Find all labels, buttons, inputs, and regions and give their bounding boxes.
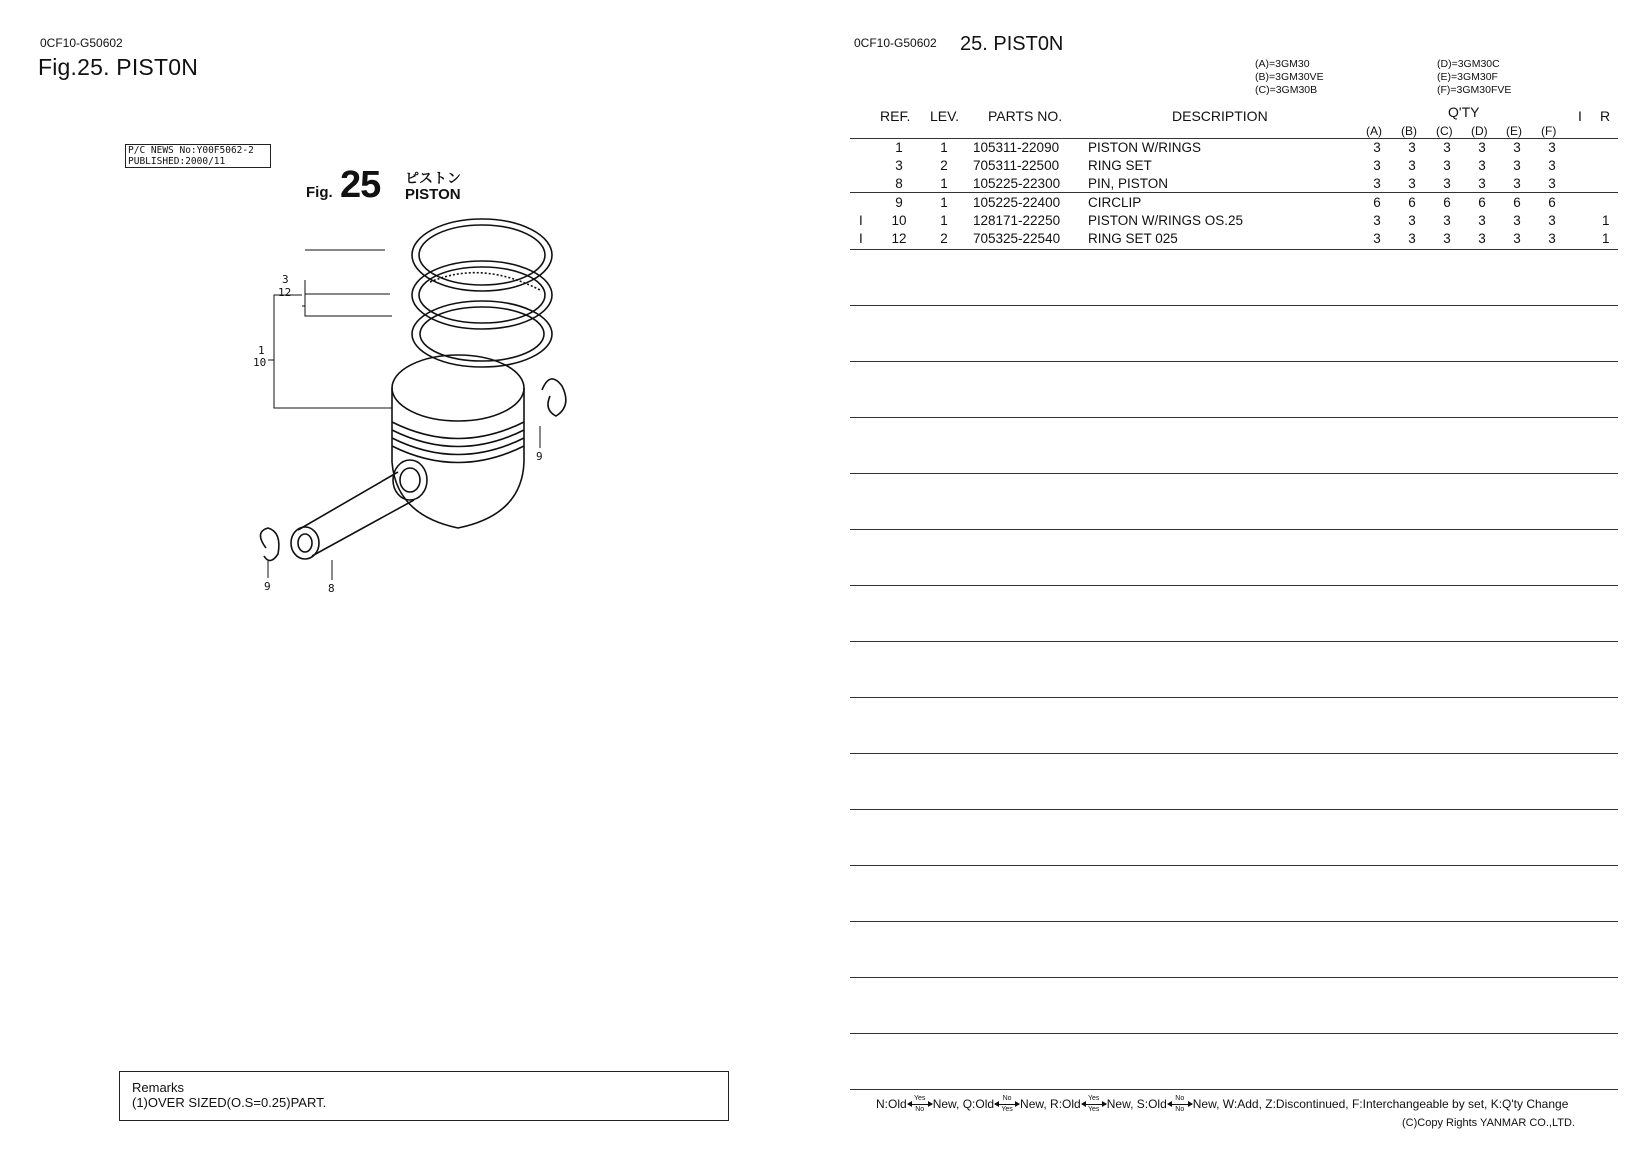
arrow-bottom-label: Yes bbox=[1088, 1105, 1100, 1113]
row-rule bbox=[850, 361, 1618, 362]
cell-qty-a: 3 bbox=[1373, 231, 1381, 246]
cell-qty-f: 3 bbox=[1548, 231, 1556, 246]
cell-description: CIRCLIP bbox=[1088, 195, 1142, 210]
arrow-top-label: Yes bbox=[1088, 1094, 1100, 1102]
yes-no-arrow-icon bbox=[908, 1094, 932, 1113]
header-qty-f: (F) bbox=[1541, 124, 1557, 138]
cell-parts-no: 705325-22540 bbox=[973, 231, 1061, 246]
row-rule bbox=[850, 697, 1618, 698]
fig-title-en: PISTON bbox=[405, 186, 461, 203]
arrow-bottom-label: No bbox=[915, 1105, 925, 1113]
callout-12: 12 bbox=[278, 286, 292, 299]
news-box bbox=[125, 144, 271, 168]
cell-qty-d: 3 bbox=[1478, 176, 1486, 191]
doc-code: 0CF10-G50602 bbox=[40, 36, 123, 50]
cell-description: PIN, PISTON bbox=[1088, 176, 1169, 191]
cell-ref: 9 bbox=[895, 195, 903, 210]
row-rule bbox=[850, 753, 1618, 754]
callout-9-right: 9 bbox=[536, 450, 543, 463]
legend-n: N:Old bbox=[876, 1097, 907, 1111]
cell-ref: 8 bbox=[895, 176, 903, 191]
cell-qty-e: 3 bbox=[1513, 231, 1521, 246]
legend-q: New, Q:Old bbox=[932, 1097, 995, 1111]
piston-exploded-drawing bbox=[250, 210, 610, 630]
header-i: I bbox=[1578, 108, 1582, 124]
cell-qty-e: 3 bbox=[1513, 213, 1521, 228]
header-qty: Q'TY bbox=[1448, 104, 1480, 120]
cell-qty-a: 6 bbox=[1373, 195, 1381, 210]
cell-qty-a: 3 bbox=[1373, 140, 1381, 155]
cell-i: I bbox=[859, 231, 863, 246]
copyright: (C)Copy Rights YANMAR CO.,LTD. bbox=[1402, 1117, 1575, 1129]
piston-ring-top bbox=[412, 219, 552, 291]
remarks-title: Remarks bbox=[132, 1080, 185, 1095]
model-legend-left bbox=[1255, 58, 1324, 97]
no-no-arrow-icon bbox=[1168, 1094, 1192, 1113]
model-a: (A)=3GM30 bbox=[1255, 58, 1310, 70]
row-rule bbox=[850, 473, 1618, 474]
callout-9-left: 9 bbox=[264, 580, 271, 593]
cell-qty-c: 3 bbox=[1443, 158, 1451, 173]
table-row bbox=[850, 229, 1618, 247]
header-qty-d: (D) bbox=[1471, 124, 1488, 138]
cell-ref: 10 bbox=[891, 213, 907, 228]
piston-pin bbox=[291, 472, 414, 559]
cell-qty-a: 3 bbox=[1373, 158, 1381, 173]
row-rule bbox=[850, 305, 1618, 306]
remarks-box bbox=[119, 1071, 729, 1121]
cell-parts-no: 105311-22090 bbox=[973, 140, 1060, 155]
change-code-legend bbox=[876, 1094, 1569, 1113]
row-rule bbox=[850, 249, 1618, 250]
parts-table bbox=[850, 138, 1618, 247]
circlip-right bbox=[542, 379, 566, 416]
row-rule bbox=[850, 1089, 1618, 1090]
cell-qty-e: 6 bbox=[1513, 195, 1521, 210]
row-rule bbox=[850, 977, 1618, 978]
cell-parts-no: 105225-22300 bbox=[973, 176, 1061, 191]
row-rule bbox=[850, 1033, 1618, 1034]
header-ref: REF. bbox=[880, 108, 911, 124]
cell-lev: 1 bbox=[940, 176, 948, 191]
cell-qty-e: 3 bbox=[1513, 158, 1521, 173]
fig-number: 25 bbox=[340, 164, 381, 206]
fig-word: Fig. bbox=[306, 184, 333, 201]
row-rule bbox=[850, 417, 1618, 418]
cell-ref: 1 bbox=[895, 140, 903, 155]
cell-description: RING SET 025 bbox=[1088, 231, 1178, 246]
cell-qty-a: 3 bbox=[1373, 176, 1381, 191]
header-qty-b: (B) bbox=[1401, 124, 1417, 138]
arrow-top-label: Yes bbox=[913, 1094, 926, 1102]
cell-parts-no: 705311-22500 bbox=[973, 158, 1060, 173]
row-rule bbox=[850, 809, 1618, 810]
table-row bbox=[850, 156, 1618, 174]
cell-lev: 1 bbox=[940, 195, 948, 210]
cell-qty-b: 3 bbox=[1408, 213, 1416, 228]
cell-qty-d: 3 bbox=[1478, 213, 1486, 228]
fig-title-jp: ピストン bbox=[405, 170, 461, 186]
arrow-bottom-label: Yes bbox=[1001, 1105, 1013, 1113]
cell-qty-e: 3 bbox=[1513, 140, 1521, 155]
header-description: DESCRIPTION bbox=[1172, 108, 1268, 124]
row-rule bbox=[850, 585, 1618, 586]
cell-description: PISTON W/RINGS OS.25 bbox=[1088, 213, 1244, 228]
cell-lev: 2 bbox=[940, 158, 948, 173]
cell-qty-b: 6 bbox=[1408, 195, 1416, 210]
callout-8: 8 bbox=[328, 582, 335, 595]
cell-r: 1 bbox=[1602, 231, 1610, 246]
table-row bbox=[850, 174, 1618, 192]
no-yes-arrow-icon bbox=[995, 1094, 1019, 1113]
cell-lev: 1 bbox=[940, 213, 948, 228]
callout-1: 1 bbox=[258, 344, 265, 357]
cell-qty-b: 3 bbox=[1408, 140, 1416, 155]
cell-qty-f: 3 bbox=[1548, 140, 1556, 155]
cell-qty-e: 3 bbox=[1513, 176, 1521, 191]
header-lev: LEV. bbox=[930, 108, 960, 124]
cell-ref: 12 bbox=[891, 231, 907, 246]
figure-label bbox=[306, 164, 476, 208]
model-d: (D)=3GM30C bbox=[1437, 58, 1500, 70]
arrow-top-label: No bbox=[1002, 1094, 1012, 1102]
cell-qty-c: 3 bbox=[1443, 176, 1451, 191]
yes-yes-arrow-icon bbox=[1082, 1094, 1106, 1113]
callout-10: 10 bbox=[253, 356, 267, 369]
cell-qty-f: 3 bbox=[1548, 213, 1556, 228]
cell-i: I bbox=[859, 213, 863, 228]
header-parts-no: PARTS NO. bbox=[988, 108, 1063, 124]
model-e: (E)=3GM30F bbox=[1437, 71, 1498, 83]
cell-lev: 2 bbox=[940, 231, 948, 246]
cell-r: 1 bbox=[1602, 213, 1610, 228]
piston-ring-middle bbox=[412, 261, 552, 329]
legend-r: New, R:Old bbox=[1020, 1097, 1081, 1111]
cell-qty-d: 3 bbox=[1478, 158, 1486, 173]
table-row bbox=[850, 211, 1618, 229]
model-b: (B)=3GM30VE bbox=[1255, 71, 1324, 83]
cell-lev: 1 bbox=[940, 140, 948, 155]
model-c: (C)=3GM30B bbox=[1255, 84, 1318, 96]
cell-qty-d: 3 bbox=[1478, 231, 1486, 246]
remarks-text: (1)OVER SIZED(O.S=0.25)PART. bbox=[132, 1095, 327, 1110]
model-legend-right bbox=[1437, 58, 1511, 97]
row-rule bbox=[850, 641, 1618, 642]
leader-lines bbox=[268, 250, 540, 580]
news-published: PUBLISHED:2000/11 bbox=[128, 156, 226, 167]
cell-qty-f: 6 bbox=[1548, 195, 1556, 210]
cell-qty-b: 3 bbox=[1408, 158, 1416, 173]
table-row bbox=[850, 138, 1618, 156]
row-rule bbox=[850, 529, 1618, 530]
cell-qty-d: 6 bbox=[1478, 195, 1486, 210]
header-qty-a: (A) bbox=[1366, 124, 1382, 138]
table-row bbox=[850, 193, 1618, 211]
row-rule bbox=[850, 921, 1618, 922]
cell-ref: 3 bbox=[895, 158, 903, 173]
cell-qty-f: 3 bbox=[1548, 158, 1556, 173]
cell-qty-d: 3 bbox=[1478, 140, 1486, 155]
legend-tail: New, W:Add, Z:Discontinued, F:Interchangeable by set, K:Q'ty Change bbox=[1192, 1097, 1569, 1111]
page-title: 25. PIST0N bbox=[960, 33, 1064, 55]
cell-parts-no: 128171-22250 bbox=[973, 213, 1061, 228]
cell-description: PISTON W/RINGS bbox=[1088, 140, 1202, 155]
circlip-left bbox=[260, 528, 278, 561]
cell-qty-c: 6 bbox=[1443, 195, 1451, 210]
cell-description: RING SET bbox=[1088, 158, 1152, 173]
cell-qty-c: 3 bbox=[1443, 213, 1451, 228]
model-f: (F)=3GM30FVE bbox=[1437, 84, 1512, 96]
cell-parts-no: 105225-22400 bbox=[973, 195, 1061, 210]
arrow-top-label: No bbox=[1175, 1094, 1185, 1102]
header-r: R bbox=[1600, 108, 1611, 124]
row-rule bbox=[850, 865, 1618, 866]
news-number: P/C NEWS No:Y00F5062-2 bbox=[128, 145, 254, 156]
cell-qty-f: 3 bbox=[1548, 176, 1556, 191]
legend-s: New, S:Old bbox=[1106, 1097, 1167, 1111]
header-qty-e: (E) bbox=[1506, 124, 1522, 138]
header-qty-c: (C) bbox=[1436, 124, 1453, 138]
figure-title: Fig.25. PIST0N bbox=[38, 54, 199, 80]
cell-qty-b: 3 bbox=[1408, 176, 1416, 191]
arrow-bottom-label: No bbox=[1175, 1105, 1185, 1113]
callout-3: 3 bbox=[282, 273, 289, 286]
cell-qty-c: 3 bbox=[1443, 231, 1451, 246]
cell-qty-b: 3 bbox=[1408, 231, 1416, 246]
cell-qty-a: 3 bbox=[1373, 213, 1381, 228]
doc-code-right: 0CF10-G50602 bbox=[854, 36, 937, 50]
cell-qty-c: 3 bbox=[1443, 140, 1451, 155]
